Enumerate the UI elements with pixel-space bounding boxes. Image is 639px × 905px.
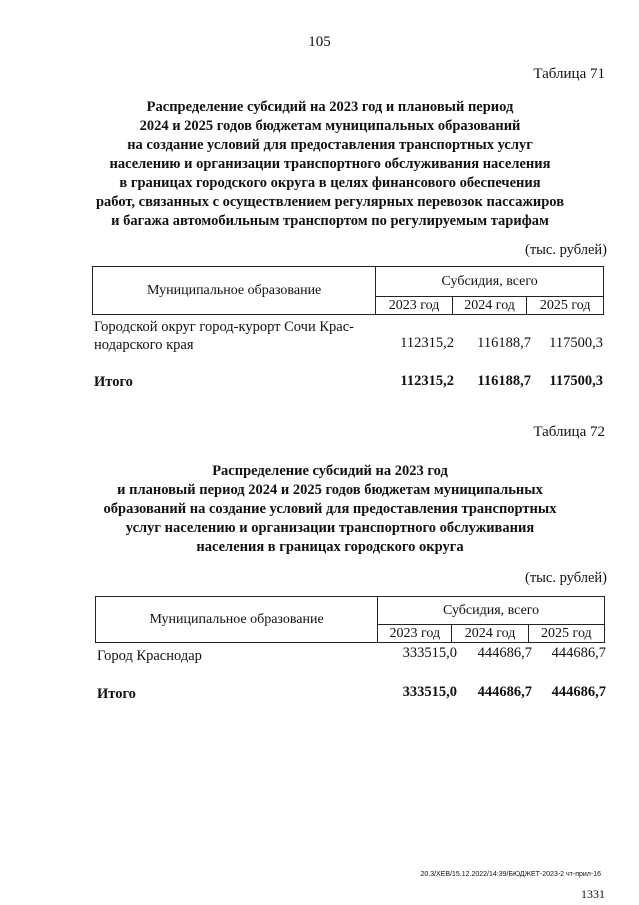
- title-line: Распределение субсидий на 2023 год: [212, 463, 448, 479]
- table-71-header: [92, 266, 604, 315]
- header-subsidy-total: Субсидия, всего: [378, 597, 605, 625]
- total-value-2023: 112315,2: [400, 373, 454, 389]
- header-year-2025: 2025 год: [528, 625, 604, 643]
- document-code: 20.3/ХЕВ/15.12.2022/14:39/БЮДЖЕТ-2023-2 чт-прил-16: [420, 871, 601, 878]
- title-line: услуг населению и организации транспортного обслуживания: [125, 520, 535, 536]
- row-name-line: Город Краснодар: [97, 648, 202, 664]
- table-71-title: [60, 98, 600, 231]
- title-line: работ, связанных с осуществлением регулярных перевозок пассажиров: [95, 194, 565, 210]
- table-row-name: [94, 318, 384, 354]
- total-label: Итого: [94, 374, 133, 390]
- header-municipality: Муниципальное образование: [96, 597, 378, 643]
- row-value-2023: 333515,0: [402, 645, 457, 661]
- row-value-2024: 116188,7: [477, 335, 531, 351]
- total-value-2024: 444686,7: [477, 684, 532, 700]
- sheet-number: 1331: [581, 887, 605, 901]
- header-year-2023: 2023 год: [376, 297, 453, 315]
- table-71-unit: (тыс. рублей): [525, 242, 607, 258]
- row-value-2024: 444686,7: [477, 645, 532, 661]
- table-72-header: [95, 596, 605, 643]
- table-72-unit: (тыс. рублей): [525, 570, 607, 586]
- row-name-line: нодарского края: [94, 337, 194, 353]
- total-value-2025: 117500,3: [549, 373, 603, 389]
- row-value-2023: 112315,2: [400, 335, 454, 351]
- header-year-2025: 2025 год: [527, 297, 604, 315]
- header-year-2024: 2024 год: [452, 625, 528, 643]
- table-row-name: [97, 647, 377, 665]
- header-municipality: Муниципальное образование: [93, 267, 376, 315]
- title-line: и багажа автомобильным транспортом по регулируемым тарифам: [111, 213, 549, 229]
- header-year-2023: 2023 год: [378, 625, 452, 643]
- total-value-2023: 333515,0: [402, 684, 457, 700]
- title-line: населению и организации транспортного обслуживания населения: [109, 156, 551, 172]
- page-number: 105: [308, 34, 331, 50]
- title-line: 2024 и 2025 годов бюджетам муниципальных образований: [139, 118, 521, 134]
- table-71-label: Таблица 71: [533, 66, 605, 82]
- total-value-2025: 444686,7: [551, 684, 606, 700]
- title-line: и плановый период 2024 и 2025 годов бюджетам муниципальных: [117, 482, 543, 498]
- row-name-line: Городской округ город-курорт Сочи Крас-: [94, 319, 354, 335]
- row-value-2025: 444686,7: [551, 645, 606, 661]
- table-72-label: Таблица 72: [533, 424, 605, 440]
- row-value-2025: 117500,3: [549, 335, 603, 351]
- title-line: Распределение субсидий на 2023 год и плановый период: [146, 99, 514, 115]
- title-line: населения в границах городского округа: [196, 539, 464, 555]
- header-year-2024: 2024 год: [452, 297, 527, 315]
- title-line: в границах городского округа в целях финансового обеспечения: [119, 175, 541, 191]
- total-label: Итого: [97, 686, 136, 702]
- table-72-title: [60, 462, 600, 557]
- total-value-2024: 116188,7: [477, 373, 531, 389]
- title-line: на создание условий для предоставления транспортных услуг: [127, 137, 533, 153]
- header-subsidy-total: Субсидия, всего: [376, 267, 604, 297]
- title-line: образований на создание условий для предоставления транспортных: [103, 501, 557, 517]
